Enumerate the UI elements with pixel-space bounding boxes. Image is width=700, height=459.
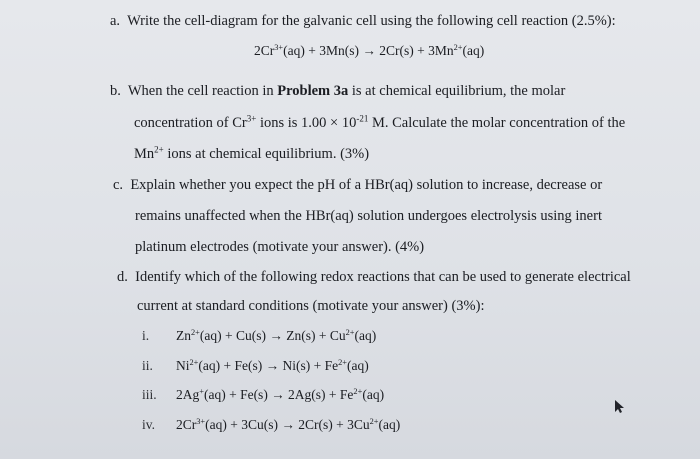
item-d-marker: d. <box>117 269 128 285</box>
item-c-line2: remains unaffected when the HBr(aq) solution undergoes electrolysis using inert <box>135 208 602 224</box>
item-b-line3: $Mn^{2+}$ ions at chemical equilibrium. (3%) <box>134 144 370 162</box>
reaction-i: i. $Zn^{2+}(aq) + Cu(s) \to Zn(s) + Cu^{2+}(aq)$ <box>142 327 377 343</box>
item-a-reaction: $2Cr^{3+}(aq) + 3Mn(s) \to 2Cr(s) + 3Mn^{2+}(aq)$ <box>254 42 485 58</box>
item-b-line1: b. When the cell reaction in Problem 3a is at chemical equilibrium, the molar <box>110 83 566 99</box>
item-a-question: Write the cell-diagram for the galvanic cell using the following cell reaction (2.5%): <box>127 13 616 29</box>
reaction-iv: iv. $2Cr^{3+}(aq) + 3Cu(s) \to 2Cr(s) + 3Cu^{2+}(aq)$ <box>142 416 401 432</box>
item-d-line2: current at standard conditions (motivate your answer) (3%): <box>137 298 485 314</box>
item-c-line1: c. Explain whether you expect the pH of a HBr(aq) solution to increase, decrease or <box>113 177 603 193</box>
reaction-ii: ii. $Ni^{2+}(aq) + Fe(s) \to Ni(s) + Fe^{2+}(aq)$ <box>142 357 369 373</box>
item-a-text <box>110 12 616 30</box>
mouse-pointer-icon <box>612 398 628 414</box>
item-c-marker: c. <box>113 177 124 193</box>
item-c-line3: platinum electrodes (motivate your answer). (4%) <box>135 239 425 255</box>
problem-ref: Problem 3a <box>277 83 349 99</box>
item-d-line1: d. Identify which of the following redox reactions that can be used to generate electrical <box>117 269 631 285</box>
item-a-marker: a. <box>110 13 121 29</box>
item-b-line2: concentration of $Cr^{3+}$ ions is $1.00 \times 10^{-21}$ M. Calculate the molar concentration of the <box>134 113 626 131</box>
reaction-iii: iii. $2Ag^+(aq) + Fe(s) \to 2Ag(s) + Fe^{2+}(aq)$ <box>142 386 385 402</box>
item-b-marker: b. <box>110 83 121 99</box>
